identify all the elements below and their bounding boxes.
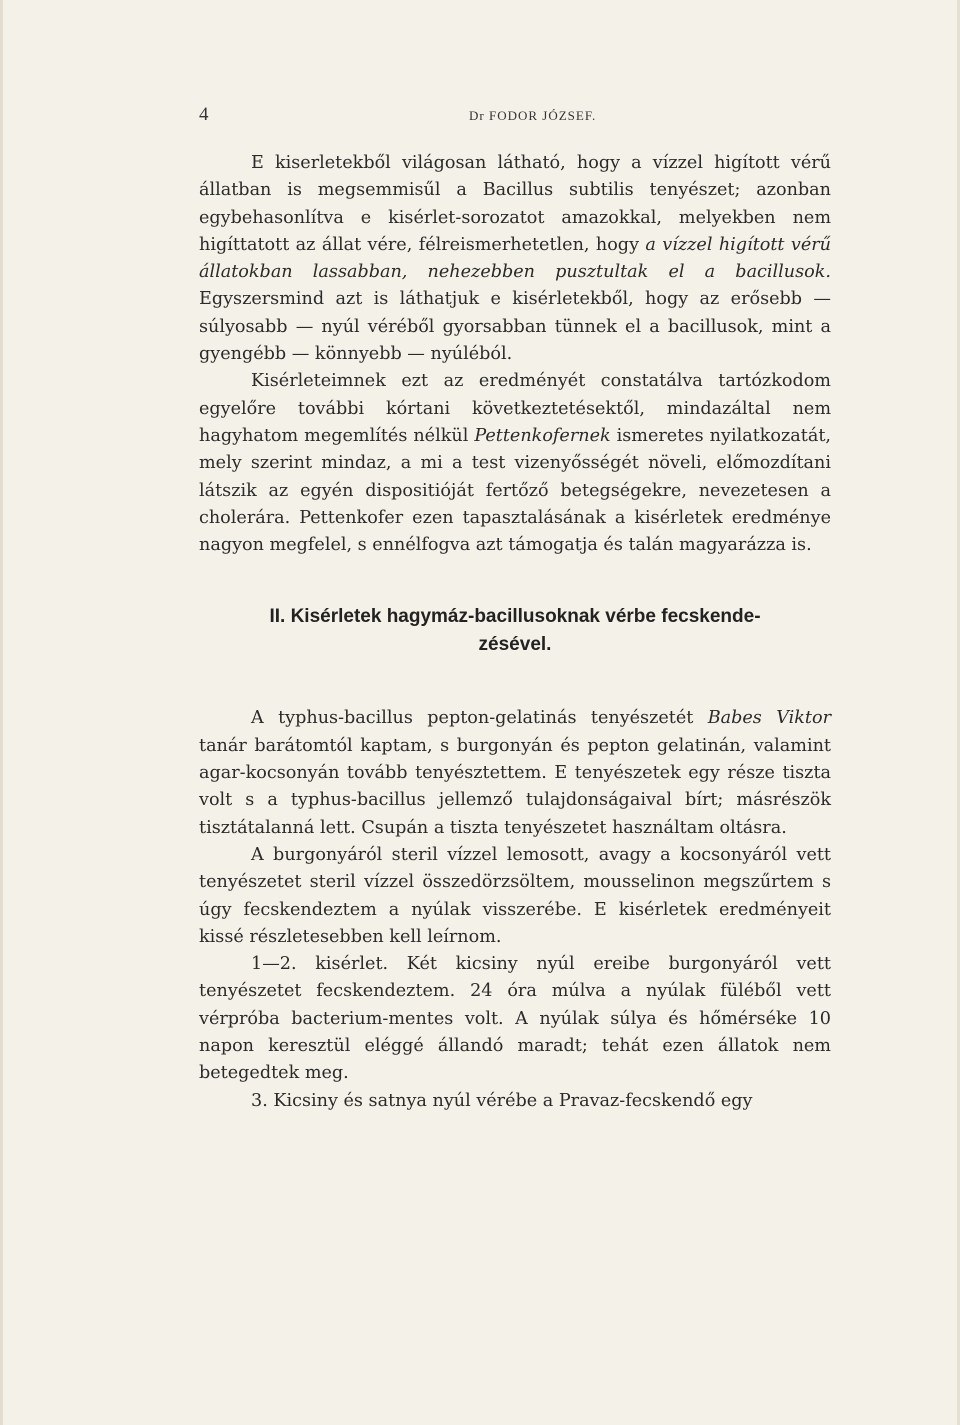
page-header [199, 104, 829, 134]
paragraph-2-emphasis: Pettenkofernek [474, 425, 611, 446]
paragraph-3-text-b: tanár barátomtól kaptam, s burgonyán és pepton gelatinán, valamint agar-kocsonyán tovább tenyésztettem. E tenyészetek egy része tiszta volt s a typhus-bacillus jellemző tulajdonságaival bírt; másrészök tisztátalanná lett. Csupán a tiszta tenyészetet használtam oltásra. [199, 735, 831, 838]
page-body [199, 150, 831, 1115]
paragraph-5: 1—2. kisérlet. Két kicsiny nyúl ereibe burgonyáról vett tenyészetet fecskendeztem. 24 óra múlva a nyúlak füléből vett vérpróba bacterium-mentes volt. A nyúlak súlya és hőmérséke 10 napon keresztül eléggé állandó maradt; tehát ezen állatok nem betegedtek meg. [199, 954, 831, 1084]
paragraph-1-text-b: Egyszersmind azt is láthatjuk e kisérletekből, hogy az erősebb — súlyosabb — nyúl véréből gyorsabban tünnek el a bacillusok, mint a gyengébb — könnyebb — nyúléból. [199, 289, 831, 365]
paragraph-3-text-a: A typhus-bacillus pepton-gelatinás tenyészetét [251, 708, 708, 729]
paragraph-2 [199, 368, 831, 559]
page-number: 4 [199, 104, 209, 125]
paragraph-3 [199, 705, 831, 841]
paragraph-1 [199, 150, 831, 368]
paragraph-4: A burgonyáról steril vízzel lemosott, avagy a kocsonyáról vett tenyészetet steril vízzel összedörzsöltem, mousselinon megszűrtem s úgy fecskendeztem a nyúlak visszerébe. E kisérletek eredményeit kissé részletesebben kell leírnom. [199, 844, 831, 947]
paragraph-2-text-b: ismeretes nyilatkozatát, mely szerint mindaz, a mi a test vizenyősségét növeli, előmozdítani látszik az egyén dispositióját fertőző betegségekre, nevezetesen a cholerára. Pettenkofer ezen tapasztalásának a kisérletek eredménye nagyon megfelel, s ennélfogva azt támogatja és talán magyarázza is. [199, 425, 831, 556]
paragraph-6: 3. Kicsiny és satnya nyúl vérébe a Pravaz-fecskendő egy [251, 1090, 753, 1111]
paragraph-2-text-a: Kisérleteimnek ezt az eredményét constatálva tartózkodom egyelőre további kórtani következtetésektől, mindazáltal nem hagyhatom megemlítés nélkül [199, 371, 831, 446]
section-heading-line-2: zésével. [478, 634, 552, 656]
paragraph-1-text-a: E kiserletekből világosan látható, hogy a vízzel higított vérű állatban is megsemmisűl a Bacillus subtilis tenyészet; azonban egybehasonlítva e kisérlet-sorozatot amazokkal, melyekben nem higíttatott az állat vére, félreismerhetetlen, hogy [199, 153, 831, 255]
section-heading-line-1: II. Kisérletek hagymáz-bacillusoknak vérbe fecskende- [269, 606, 761, 628]
paragraph-3-emphasis: Babes Viktor [707, 708, 831, 729]
paragraph-1-emphasis: a vízzel higított vérű állatokban lassabban, nehezebben pusztultak el a bacillusok. [199, 234, 831, 283]
running-head: Dr FODOR JÓZSEF. [469, 108, 597, 123]
section-heading [199, 603, 831, 659]
